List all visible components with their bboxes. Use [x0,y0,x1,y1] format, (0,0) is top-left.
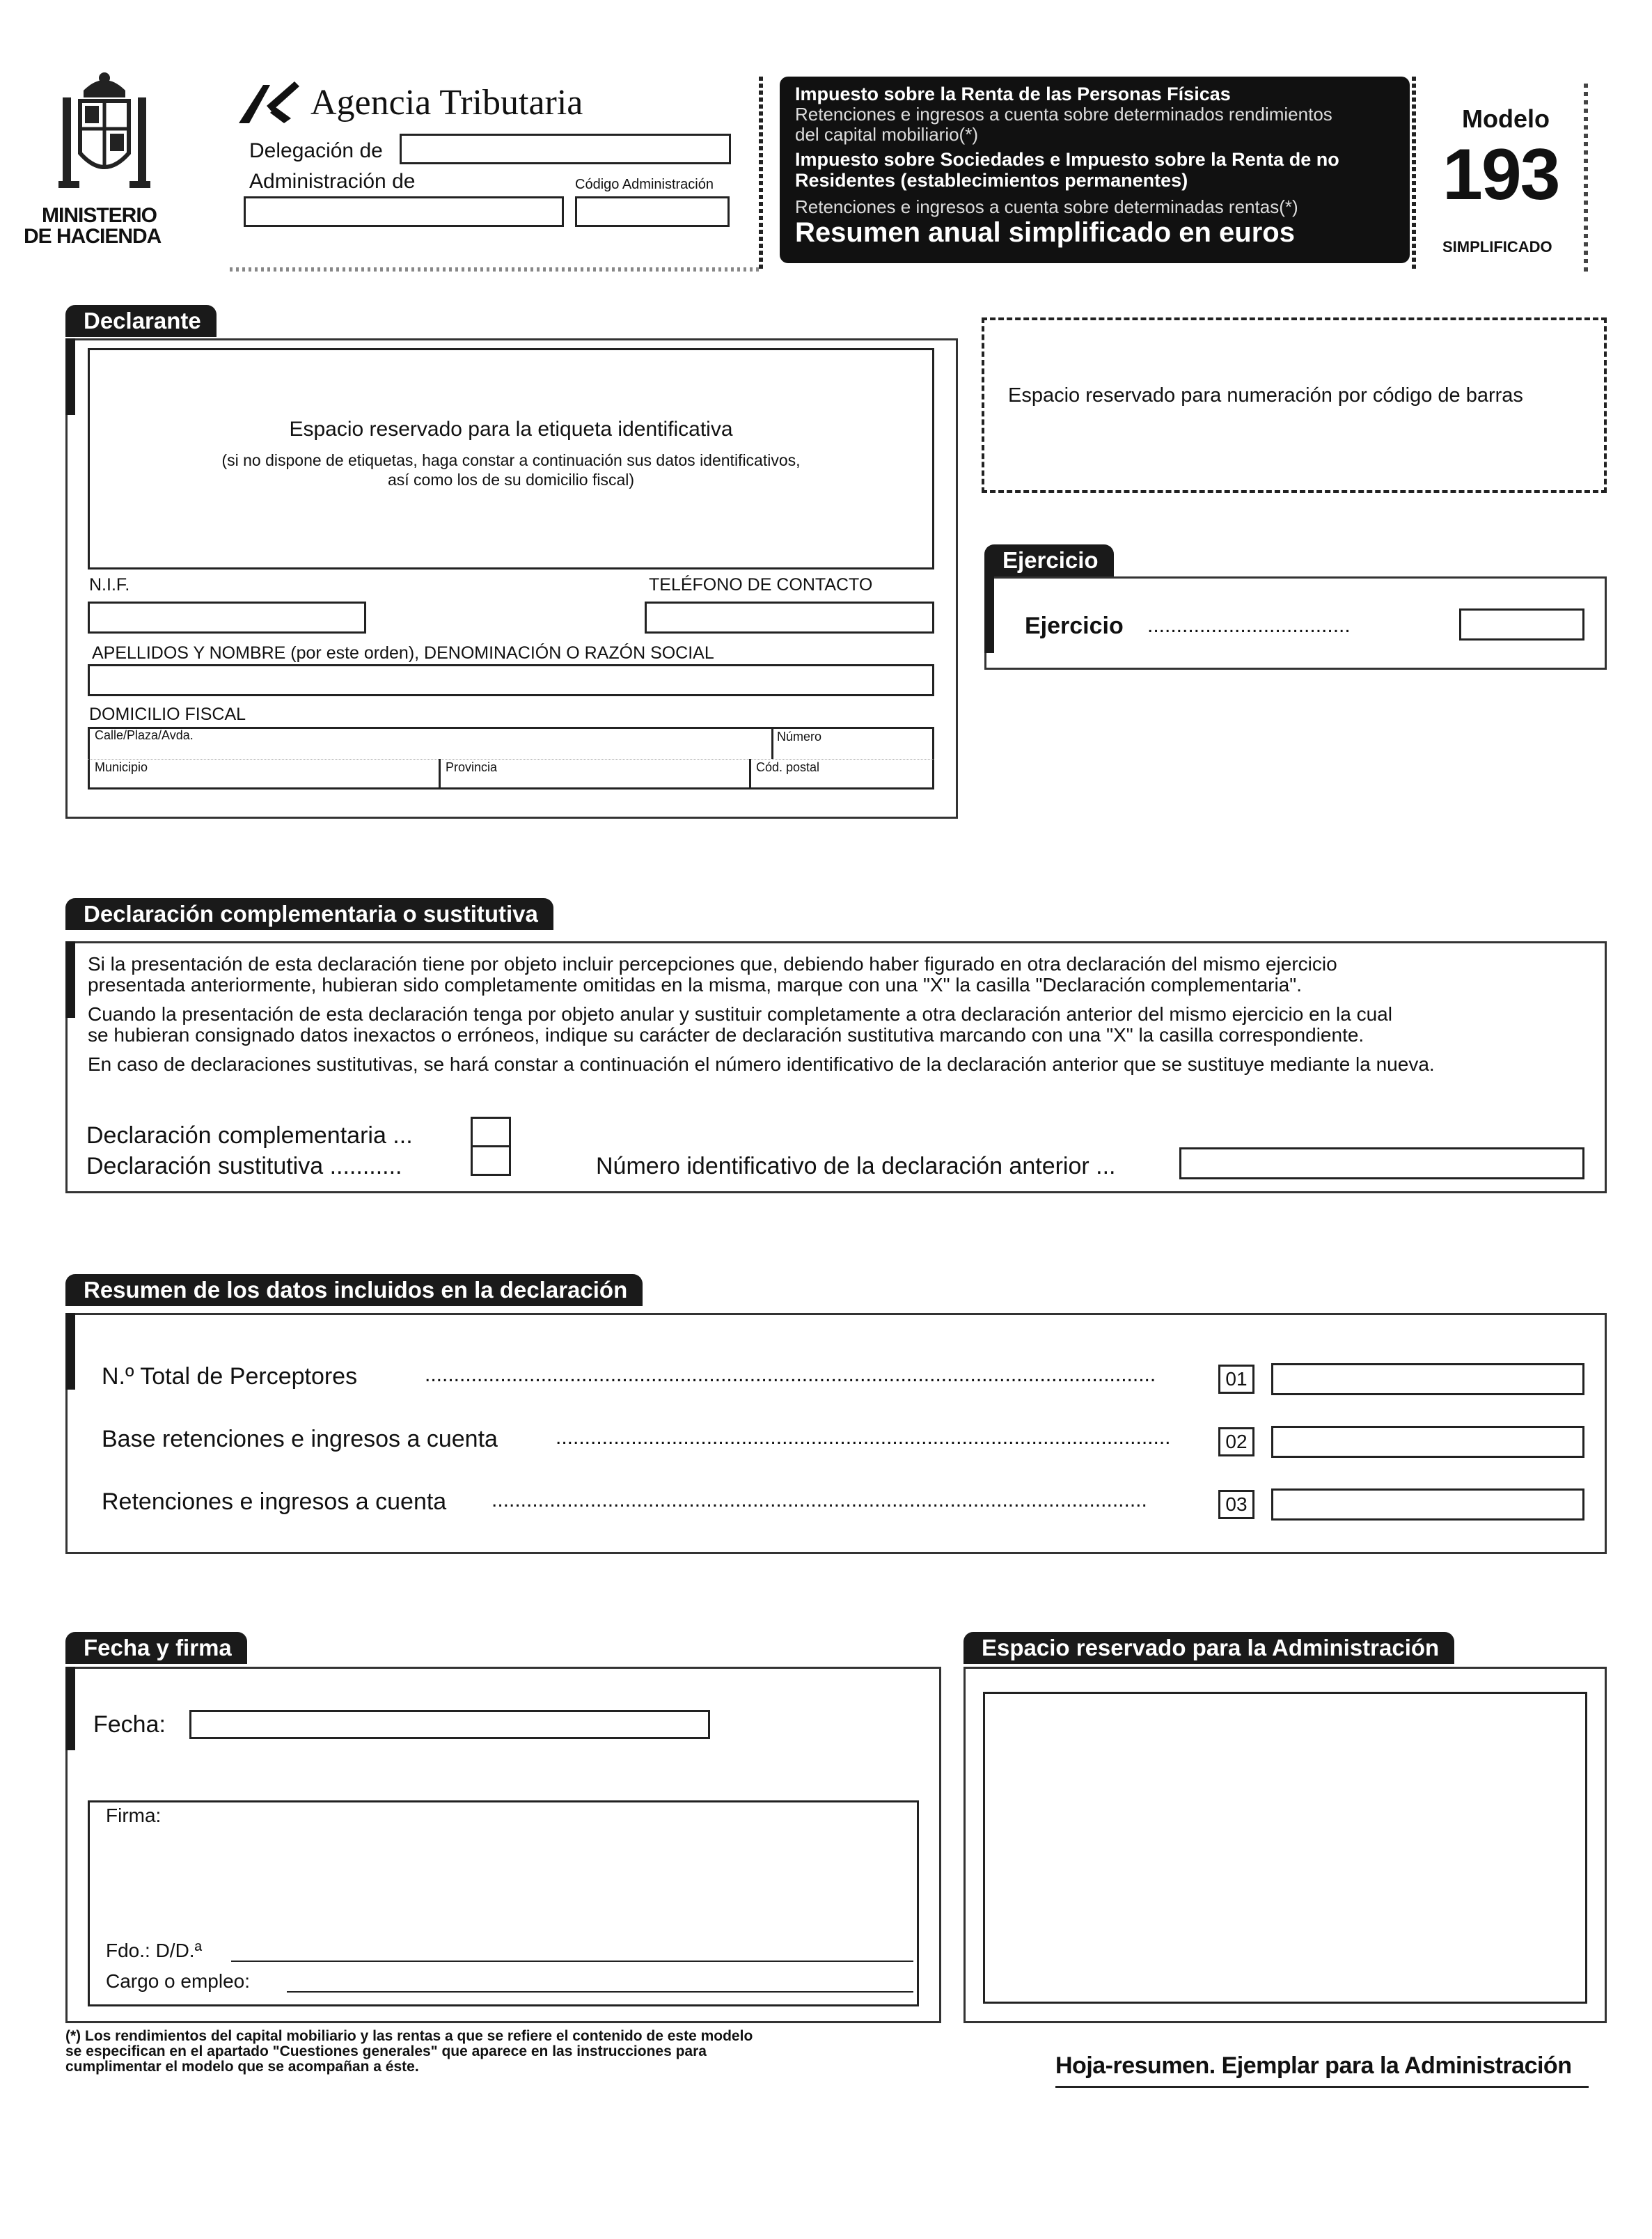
ejercicio-label: Ejercicio [1025,613,1124,639]
provincia-input[interactable] [446,774,745,788]
resumen-accent-bar [65,1313,75,1390]
fecha-label: Fecha: [93,1711,166,1738]
title-line-2: Retenciones e ingresos a cuenta sobre determinados rendimientos [795,104,1332,125]
label-space-note-2: así como los de su domicilio fiscal) [387,471,635,489]
fdo-line[interactable] [231,1961,913,1962]
nif-label: N.I.F. [89,575,130,595]
hoja-resumen-underline [1055,2086,1589,2088]
label-space-note-1: (si no dispone de etiquetas, haga constar a continuación sus datos identificativos, [221,451,801,469]
title-main: Resumen anual simplificado en euros [795,217,1295,248]
declarante-accent-bar [65,338,75,415]
declaracion-sustitutiva-label: Declaración sustitutiva ........... [86,1153,402,1179]
provincia-label: Provincia [446,760,498,774]
complementaria-p2-line2: se hubieran consignado datos inexactos o erróneos, indique su carácter de declaración sustitutiva marcando con una "X" la casilla correspondiente. [88,1024,1364,1046]
label-space-title: Espacio reservado para la etiqueta identificativa [289,418,733,441]
fdo-label: Fdo.: D/D.ª [106,1940,202,1961]
domicilio-row-divider [88,759,934,760]
delegacion-label: Delegación de [249,139,383,162]
municipio-input[interactable] [97,774,432,788]
apellidos-input[interactable] [88,664,934,696]
administracion-label: Administración de [249,170,416,193]
calle-label: Calle/Plaza/Avda. [95,728,194,742]
domicilio-label: DOMICILIO FISCAL [89,705,246,724]
numero-identificativo-input[interactable] [1179,1147,1584,1179]
title-line-6: Retenciones e ingresos a cuenta sobre determinadas rentas(*) [795,196,1298,217]
resumen-row-code: 02 [1218,1427,1254,1456]
numero-divider [771,727,773,759]
telefono-label: TELÉFONO DE CONTACTO [649,575,873,595]
resumen-tab: Resumen de los datos incluidos en la declaración [65,1274,643,1306]
header-divider [759,77,763,272]
title-line-4: Impuesto sobre Sociedades e Impuesto sobre la Renta de no [795,149,1339,170]
nif-input[interactable] [88,602,366,634]
delegacion-input[interactable] [400,134,731,164]
agency-logo-icon [235,78,301,127]
agency-name: Agencia Tributaria [310,83,583,123]
numero-identificativo-label: Número identificativo de la declaración anterior ... [596,1153,1116,1179]
declarante-tab: Declarante [65,305,217,337]
administracion-tab: Espacio reservado para la Administración [963,1632,1454,1664]
resumen-row-input[interactable] [1271,1488,1584,1521]
resumen-row-input[interactable] [1271,1426,1584,1458]
sustitutiva-checkbox[interactable] [471,1145,511,1176]
ejercicio-input[interactable] [1459,608,1584,641]
codpostal-input[interactable] [756,774,930,788]
complementaria-p3: En caso de declaraciones sustitutivas, se hará constar a continuación el número identificativo de la declaración anterior que se sustituye mediante la nueva. [88,1053,1435,1075]
provincia-divider [439,759,441,789]
administracion-box [983,1692,1587,2004]
resumen-row-code: 03 [1218,1490,1254,1519]
codpostal-label: Cód. postal [756,760,820,774]
complementaria-p2-line1: Cuando la presentación de esta declaración tenga por objeto anular y sustituir completamente a otra declaración anterior del mismo ejercicio en la cual [88,1003,1392,1025]
complementaria-text [88,954,1591,1075]
resumen-row-label: Base retenciones e ingresos a cuenta [102,1426,498,1452]
ministry-name-line1: MINISTERIO [42,204,157,227]
codigo-administracion-input[interactable] [575,196,730,227]
resumen-row-input[interactable] [1271,1363,1584,1395]
footnote-line-2: se especifican en el apartado "Cuestiones generales" que aparece en las instrucciones para [65,2043,707,2059]
header-bottom-edge [230,267,759,272]
fecha-firma-tab: Fecha y firma [65,1632,247,1664]
codpostal-divider [749,759,751,789]
resumen-row-code: 01 [1218,1365,1254,1394]
footnote-line-1: (*) Los rendimientos del capital mobiliario y las rentas a que se refiere el contenido de este modelo [65,2028,753,2044]
complementaria-accent-bar [65,941,75,1018]
declaracion-complementaria-label: Declaración complementaria ... [86,1122,413,1149]
modelo-divider [1412,77,1416,272]
ministry-name-line2: DE HACIENDA [24,225,162,248]
hoja-resumen-label: Hoja-resumen. Ejemplar para la Administración [1055,2052,1572,2079]
complementaria-tab: Declaración complementaria o sustitutiva [65,898,553,930]
modelo-number: 193 [1442,134,1559,215]
cargo-line[interactable] [287,1991,913,1993]
title-block [780,77,1410,263]
modelo-label: Modelo [1462,104,1550,133]
complementaria-checkbox[interactable] [471,1117,511,1147]
resumen-row-label: Retenciones e ingresos a cuenta [102,1488,447,1515]
barcode-text: Espacio reservado para numeración por código de barras [1008,384,1523,407]
coat-of-arms-icon [56,70,153,195]
codigo-administracion-label: Código Administración [575,177,714,192]
resumen-row-dots: .............................................................................................................................. [425,1363,1156,1386]
complementaria-p1-line1: Si la presentación de esta declaración tiene por objeto incluir percepciones que, debiendo haber figurado en otra declaración del mismo ejercicio [88,953,1337,975]
title-line-3: del capital mobiliario(*) [795,124,978,145]
modelo-sub: SIMPLIFICADO [1442,238,1552,256]
modelo-right-edge [1584,84,1588,272]
cargo-label: Cargo o empleo: [106,1970,251,1992]
ministry-block [21,70,181,251]
administracion-input[interactable] [244,196,564,227]
ejercicio-tab: Ejercicio [984,544,1114,576]
numero-input[interactable] [777,744,930,757]
complementaria-p1-line2: presentada anteriormente, hubieran sido completamente omitidas en la misma, marque con una "X" la casilla "Declaración complementaria". [88,974,1302,996]
title-line-5: Residentes (establecimientos permanentes) [795,170,1188,191]
calle-input[interactable] [97,742,766,757]
footnote [65,2029,753,2075]
municipio-label: Municipio [95,760,148,774]
firma-label: Firma: [106,1805,162,1826]
resumen-row-dots: ................................................................................................................. [491,1488,1147,1511]
title-line-1: Impuesto sobre la Renta de las Personas Físicas [795,84,1231,104]
ejercicio-accent-bar [984,576,994,653]
resumen-row-dots: .......................................................................................................... [556,1426,1171,1449]
ejercicio-dots: ................................... [1147,614,1351,637]
fecha-firma-accent-bar [65,1667,75,1750]
fecha-input[interactable] [189,1710,710,1739]
numero-label: Número [777,730,822,744]
resumen-row-label: N.º Total de Perceptores [102,1363,358,1390]
telefono-input[interactable] [645,602,934,634]
apellidos-label: APELLIDOS Y NOMBRE (por este orden), DENOMINACIÓN O RAZÓN SOCIAL [92,643,714,663]
footnote-line-3: cumplimentar el modelo que se acompañan a éste. [65,2059,419,2075]
